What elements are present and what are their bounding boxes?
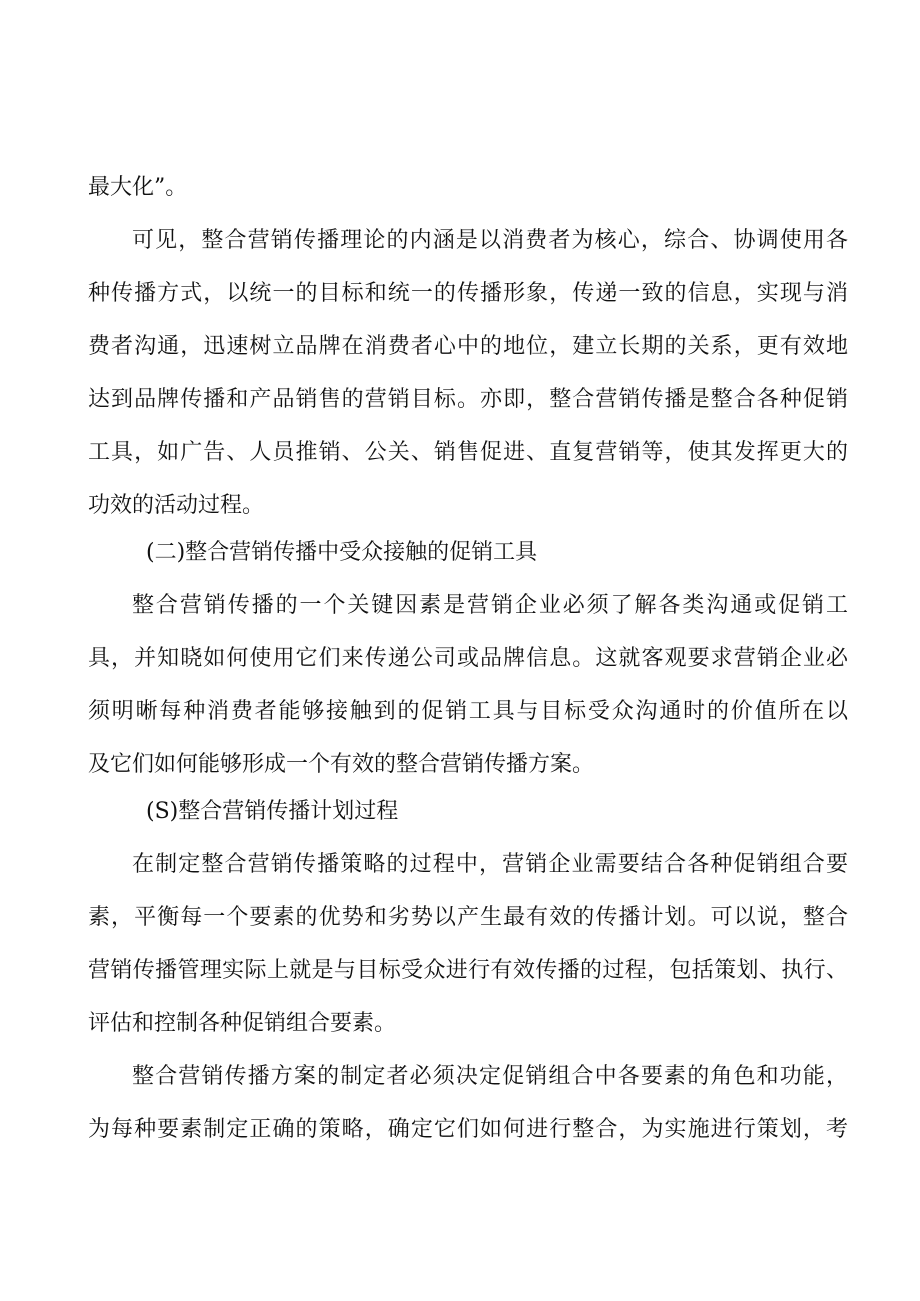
- text-line-5: 达到品牌传播和产品销售的营销目标。亦即，整合营销传播是整合各种促销: [88, 387, 848, 412]
- text-line-18: 整合营销传播方案的制定者必须决定促销组合中各要素的角色和功能，: [132, 1064, 848, 1089]
- text-line-19: 为每种要素制定正确的策略，确定它们如何进行整合，为实施进行策划，考: [88, 1117, 848, 1142]
- text-line-6: 工具，如广告、人员推销、公关、销售促进、直复营销等，使其发挥更大的: [88, 440, 848, 465]
- text-line-4: 费者沟通，迅速树立品牌在消费者心中的地位，建立长期的关系，更有效地: [88, 334, 848, 359]
- text-line-17: 评估和控制各种促销组合要素。: [88, 1011, 397, 1036]
- text-line-16: 营销传播管理实际上就是与目标受众进行有效传播的过程，包括策划、执行、: [88, 958, 848, 983]
- text-line-9: 整合营销传播的一个关键因素是营销企业必须了解各类沟通或促销工: [132, 593, 848, 618]
- text-line-11: 须明晰每种消费者能够接触到的促销工具与目标受众沟通时的价值所在以: [88, 699, 848, 724]
- section-heading-3: (S)整合营销传播计划过程: [146, 799, 399, 824]
- text-line-1: 最大化”。: [88, 175, 188, 200]
- text-line-12: 及它们如何能够形成一个有效的整合营销传播方案。: [88, 752, 595, 777]
- text-line-15: 素，平衡每一个要素的优势和劣势以产生最有效的传播计划。可以说，整合: [88, 905, 848, 930]
- text-line-7: 功效的活动过程。: [88, 493, 265, 518]
- section-heading-2: (二)整合营销传播中受众接触的促销工具: [146, 540, 538, 565]
- text-line-14: 在制定整合营销传播策略的过程中，营销企业需要结合各种促销组合要: [132, 852, 848, 877]
- text-line-10: 具，并知晓如何使用它们来传递公司或品牌信息。这就客观要求营销企业必: [88, 646, 848, 671]
- text-line-3: 种传播方式，以统一的目标和统一的传播形象，传递一致的信息，实现与消: [88, 281, 848, 306]
- text-line-2: 可见，整合营销传播理论的内涵是以消费者为核心，综合、协调使用各: [132, 228, 848, 253]
